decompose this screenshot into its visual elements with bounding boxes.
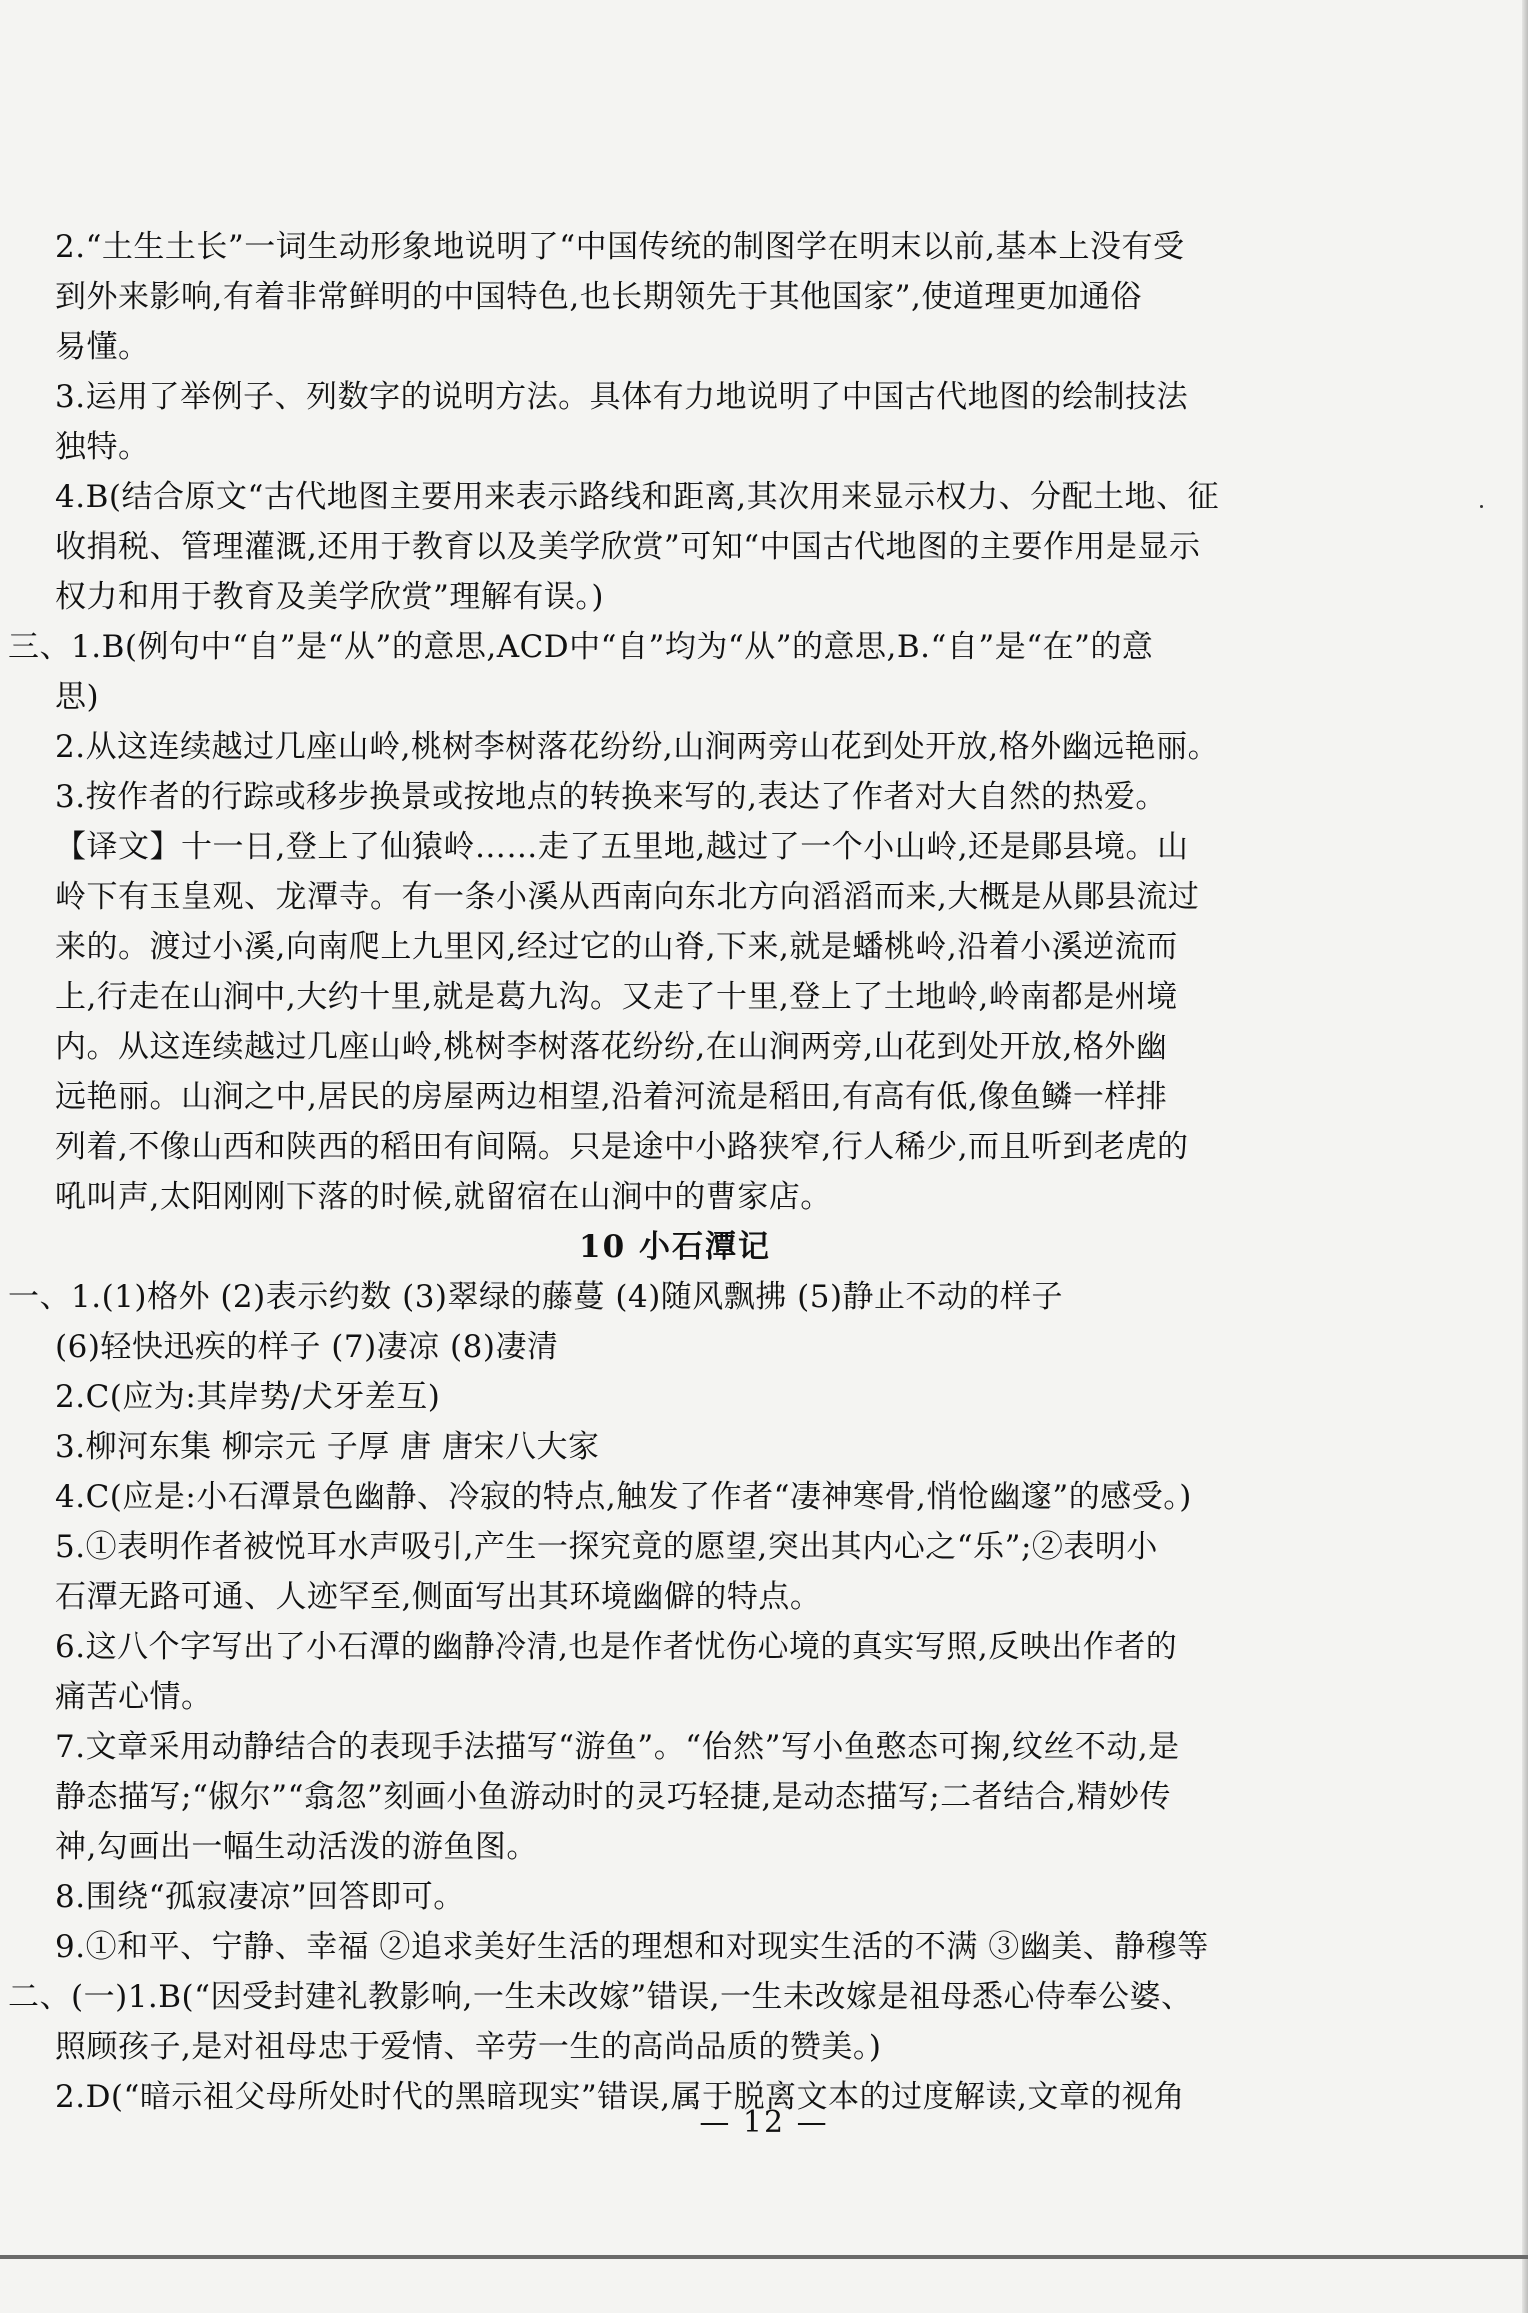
text-line: 照顾孩子,是对祖母忠于爱情、辛劳一生的高尚品质的赞美。) (55, 2029, 882, 2065)
text-line: 思) (55, 679, 100, 715)
text-line: 2.C(应为:其岸势/犬牙差互) (55, 1379, 441, 1415)
text-line: 6.这八个字写出了小石潭的幽静冷清,也是作者忧伤心境的真实写照,反映出作者的 (55, 1629, 1178, 1665)
text-line: 易懂。 (55, 329, 150, 365)
text-line: 3.按作者的行踪或移步换景或按地点的转换来写的,表达了作者对大自然的热爱。 (55, 779, 1167, 815)
page-number: — 12 — (699, 2105, 829, 2140)
scan-speck (1480, 505, 1483, 508)
text-line: 9.①和平、宁静、幸福 ②追求美好生活的理想和对现实生活的不满 ③幽美、静穆等 (55, 1929, 1209, 1965)
text-line: 神,勾画出一幅生动活泼的游鱼图。 (55, 1829, 538, 1865)
translation-line: 上,行走在山涧中,大约十里,就是葛九沟。又走了十里,登上了土地岭,岭南都是州境 (55, 979, 1178, 1015)
text-line: 权力和用于教育及美学欣赏”理解有误。) (55, 579, 604, 615)
section-heading-line: 三、1.B(例句中“自”是“从”的意思,ACD中“自”均为“从”的意思,B.“自”是“在”的意 (8, 629, 1154, 665)
text-line: 8.围绕“孤寂凄凉”回答即可。 (55, 1879, 465, 1915)
text-line: 2.“土生土长”一词生动形象地说明了“中国传统的制图学在明末以前,基本上没有受 (55, 229, 1185, 265)
section-heading-line: 二、(一)1.B(“因受封建礼教影响,一生未改嫁”错误,一生未改嫁是祖母悉心侍奉公婆、 (8, 1979, 1193, 2015)
text-line: 4.B(结合原文“古代地图主要用来表示路线和距离,其次用来显示权力、分配土地、征 (55, 479, 1220, 515)
text-line: 2.从这连续越过几座山岭,桃树李树落花纷纷,山涧两旁山花到处开放,格外幽远艳丽。 (55, 729, 1220, 765)
text-line: (6)轻快迅疾的样子 (7)凄凉 (8)凄清 (55, 1329, 559, 1365)
text-line: 痛苦心情。 (55, 1679, 213, 1715)
text-line: 独特。 (55, 429, 150, 465)
section-heading-line: 一、1.(1)格外 (2)表示约数 (3)翠绿的藤蔓 (4)随风飘拂 (5)静止不动的样子 (8, 1279, 1064, 1315)
translation-line: 来的。渡过小溪,向南爬上九里冈,经过它的山脊,下来,就是蟠桃岭,沿着小溪逆流而 (55, 929, 1178, 965)
text-line: 3.运用了举例子、列数字的说明方法。具体有力地说明了中国古代地图的绘制技法 (55, 379, 1189, 415)
page-body (8, 222, 1295, 2122)
text-line: 4.C(应是:小石潭景色幽静、冷寂的特点,触发了作者“凄神寒骨,悄怆幽邃”的感受。) (55, 1479, 1192, 1515)
translation-line: 列着,不像山西和陕西的稻田有间隔。只是途中小路狭窄,行人稀少,而且听到老虎的 (55, 1129, 1189, 1165)
text-line: 到外来影响,有着非常鲜明的中国特色,也长期领先于其他国家”,使道理更加通俗 (55, 279, 1142, 315)
text-line: 收捐税、管理灌溉,还用于教育以及美学欣赏”可知“中国古代地图的主要作用是显示 (55, 529, 1201, 565)
scan-shadow-right (1522, 0, 1528, 2313)
text-line: 7.文章采用动静结合的表现手法描写“游鱼”。“佁然”写小鱼憨态可掬,纹丝不动,是 (55, 1729, 1180, 1765)
translation-line: 内。从这连续越过几座山岭,桃树李树落花纷纷,在山涧两旁,山花到处开放,格外幽 (55, 1029, 1168, 1065)
translation-line: 【译文】十一日,登上了仙猿岭……走了五里地,越过了一个小山岭,还是鄖县境。山 (55, 829, 1189, 865)
translation-line: 远艳丽。山涧之中,居民的房屋两边相望,沿着河流是稻田,有高有低,像鱼鳞一样排 (55, 1079, 1168, 1115)
text-line: 5.①表明作者被悦耳水声吸引,产生一探究竟的愿望,突出其内心之“乐”;②表明小 (55, 1529, 1158, 1565)
text-line: 石潭无路可通、人迹罕至,侧面写出其环境幽僻的特点。 (55, 1579, 822, 1615)
text-line: 静态描写;“俶尔”“翕忽”刻画小鱼游动时的灵巧轻捷,是动态描写;二者结合,精妙传 (55, 1779, 1171, 1815)
text-line: 2.D(“暗示祖父母所处时代的黑暗现实”错误,属于脱离文本的过度解读,文章的视角 (55, 2079, 1185, 2115)
lesson-title: 10 小石潭记 (579, 1229, 771, 1265)
translation-line: 吼叫声,太阳刚刚下落的时候,就留宿在山涧中的曹家店。 (55, 1179, 832, 1215)
text-line: 3.柳河东集 柳宗元 子厚 唐 唐宋八大家 (55, 1429, 600, 1465)
scan-edge-line (0, 2255, 1528, 2259)
translation-line: 岭下有玉皇观、龙潭寺。有一条小溪从西南向东北方向滔滔而来,大概是从鄖县流过 (55, 879, 1200, 915)
